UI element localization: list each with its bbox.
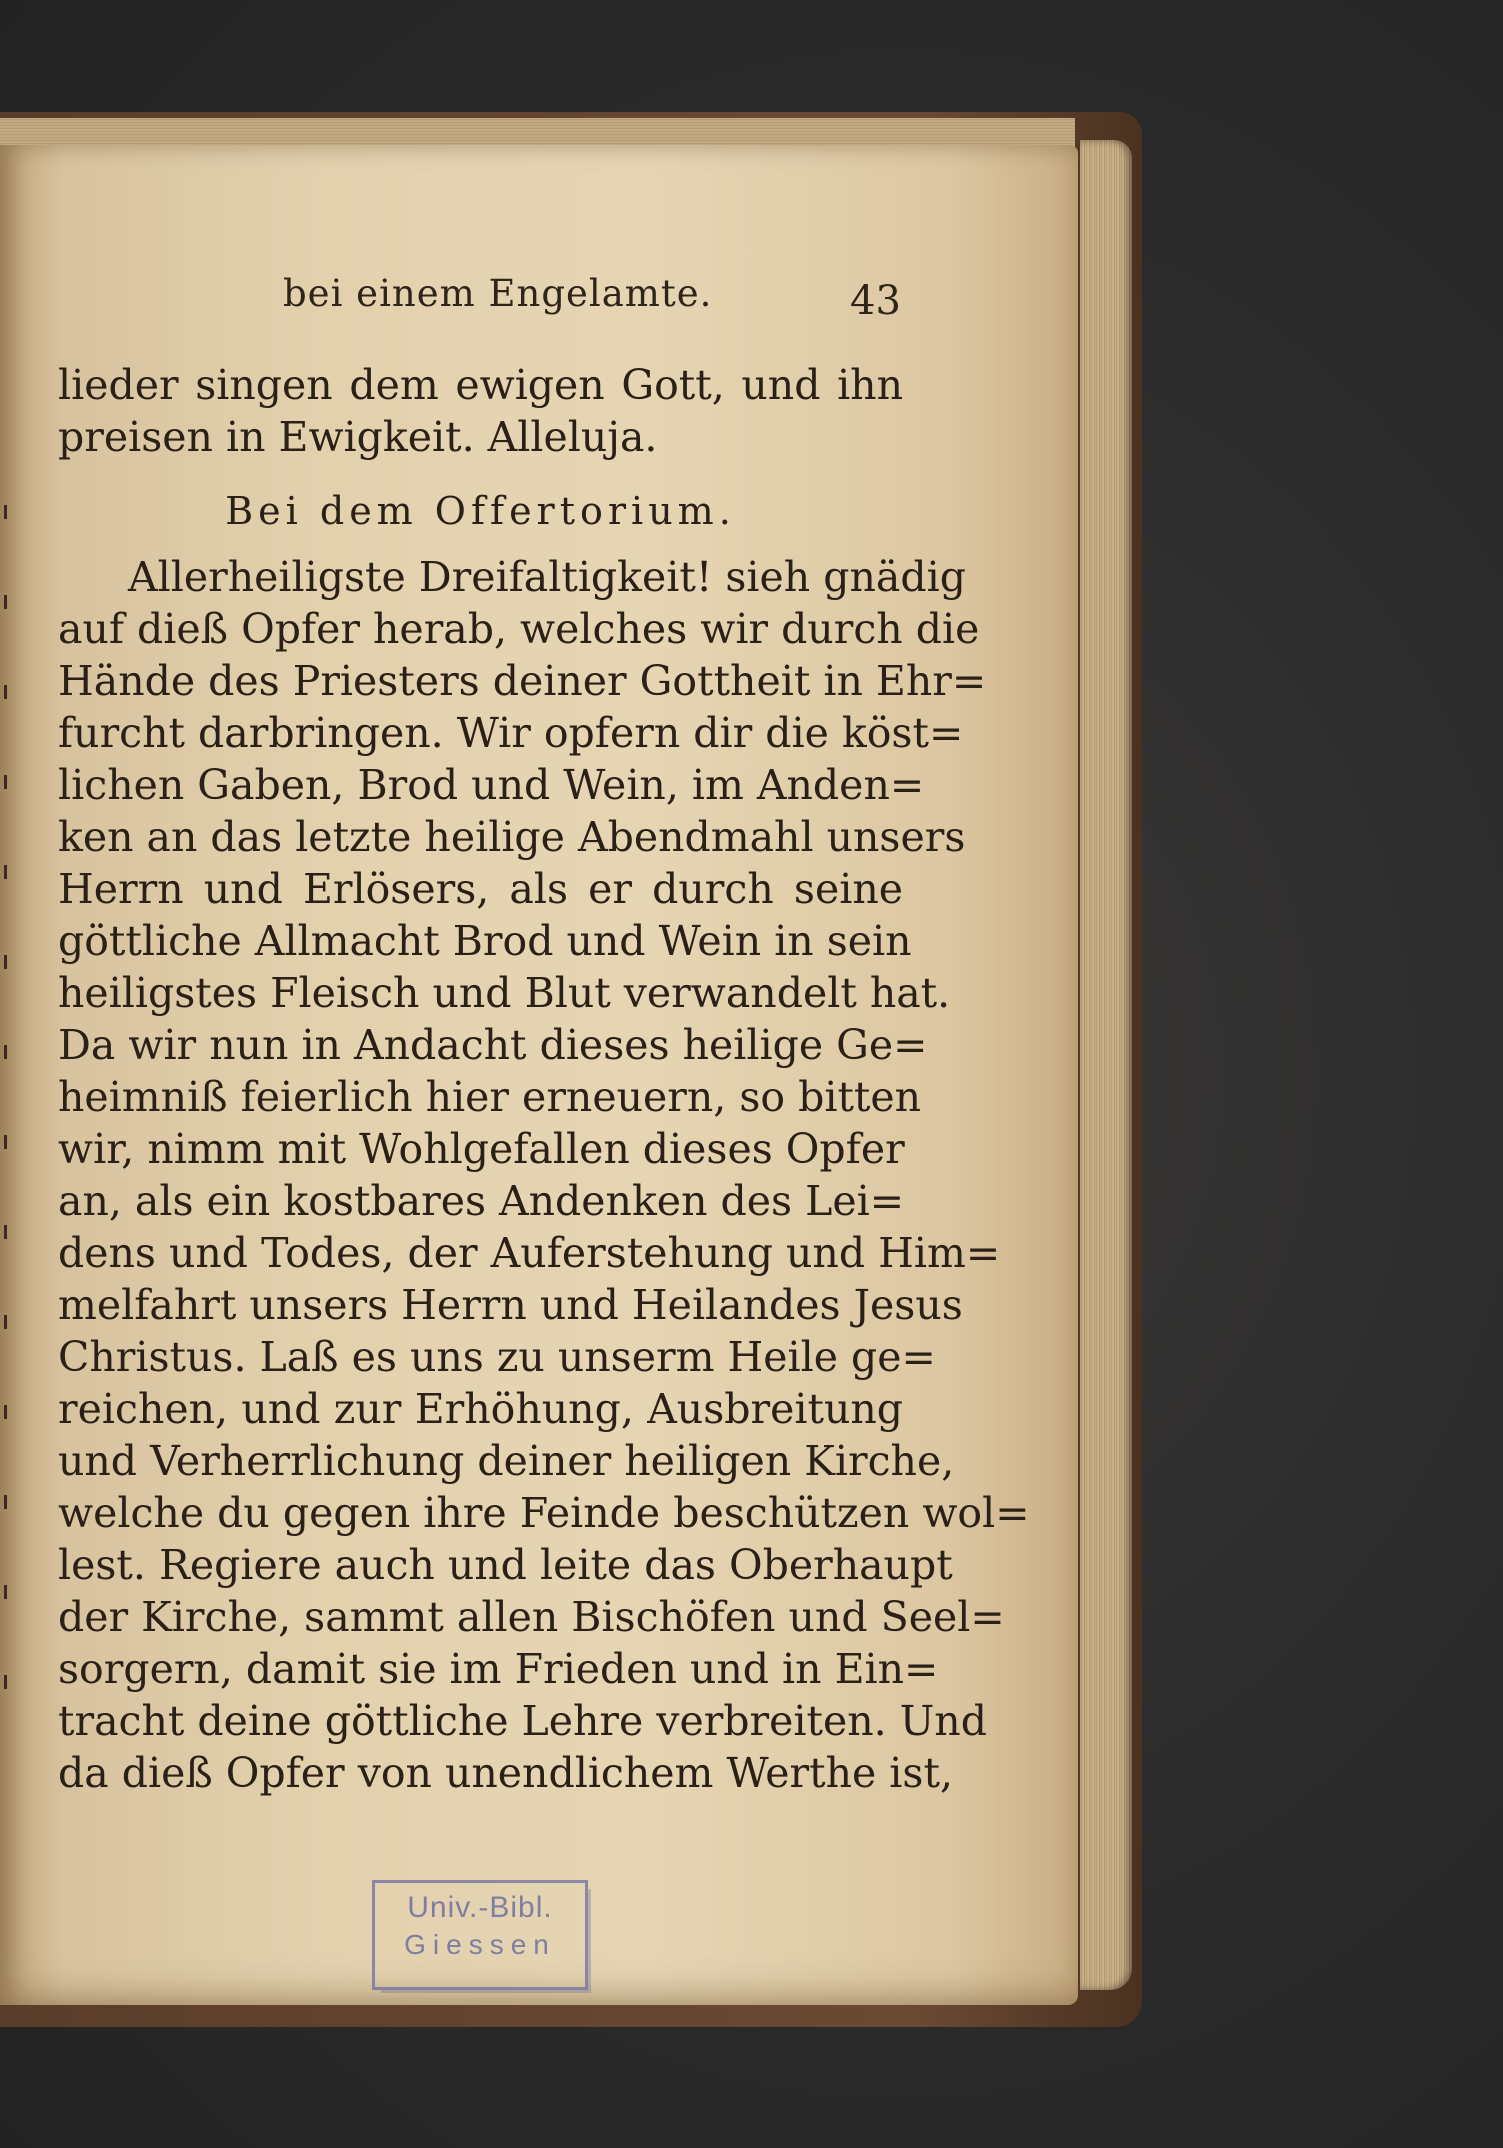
page-number: 43: [850, 278, 901, 324]
running-head: bei einem Engelamte.: [283, 272, 713, 315]
text-line: Da wir nun in Andacht dieses heilige Ge=: [58, 1021, 928, 1069]
text-line: der Kirche, sammt allen Bischöfen und Seel=: [58, 1593, 1005, 1641]
text-line: wir, nimm mit Wohlgefallen dieses Opfer: [58, 1125, 905, 1173]
text-line: Allerheiligste Dreifaltigkeit! sieh gnädig: [128, 553, 966, 601]
text-line: da dieß Opfer von unendlichem Werthe ist,: [58, 1749, 953, 1797]
text-line: ken an das letzte heilige Abendmahl unsers: [58, 813, 966, 861]
body-text: [58, 360, 1030, 1800]
text-line: furcht darbringen. Wir opfern dir die köst=: [58, 709, 964, 757]
text-line: melfahrt unsers Herrn und Heilandes Jesus: [58, 1281, 963, 1329]
text-line: und Verherrlichung deiner heiligen Kirche,: [58, 1437, 955, 1485]
text-line: dens und Todes, der Auferstehung und Him=: [58, 1229, 1001, 1277]
text-line: reichen, und zur Erhöhung, Ausbreitung: [58, 1385, 903, 1433]
text-line: lichen Gaben, Brod und Wein, im Anden=: [58, 761, 925, 809]
section-heading: Bei dem Offertorium.: [225, 489, 736, 533]
text-line: heiligstes Fleisch und Blut verwandelt hat.: [58, 969, 951, 1017]
text-line: preisen in Ewigkeit. Alleluja.: [58, 413, 658, 461]
text-line: lest. Regiere auch und leite das Oberhaupt: [58, 1541, 953, 1589]
stamp-line-library: Univ.-Bibl.: [407, 1891, 553, 1924]
text-line: welche du gegen ihre Feinde beschützen wol=: [58, 1489, 1030, 1537]
text-line: Hände des Priesters deiner Gottheit in Ehr=: [58, 657, 987, 705]
facing-page-gutter-marks: [0, 505, 12, 1555]
text-line: Christus. Laß es uns zu unserm Heile ge=: [58, 1333, 936, 1381]
text-line: Herrn und Erlösers, als er durch seine: [58, 865, 903, 913]
text-line: göttliche Allmacht Brod und Wein in sein: [58, 917, 912, 965]
book-fore-edge: [1080, 140, 1132, 1990]
text-line: auf dieß Opfer herab, welches wir durch die: [58, 605, 980, 653]
library-stamp: [372, 1880, 588, 1990]
book-top-edge: [0, 118, 1075, 148]
text-line: tracht deine göttliche Lehre verbreiten. Und: [58, 1697, 987, 1745]
text-line: lieder singen dem ewigen Gott, und ihn: [58, 361, 903, 409]
text-line: heimniß feierlich hier erneuern, so bitten: [58, 1073, 922, 1121]
text-line: an, als ein kostbares Andenken des Lei=: [58, 1177, 905, 1225]
stamp-line-city: Giessen: [404, 1929, 556, 1960]
text-line: sorgern, damit sie im Frieden und in Ein=: [58, 1645, 939, 1693]
